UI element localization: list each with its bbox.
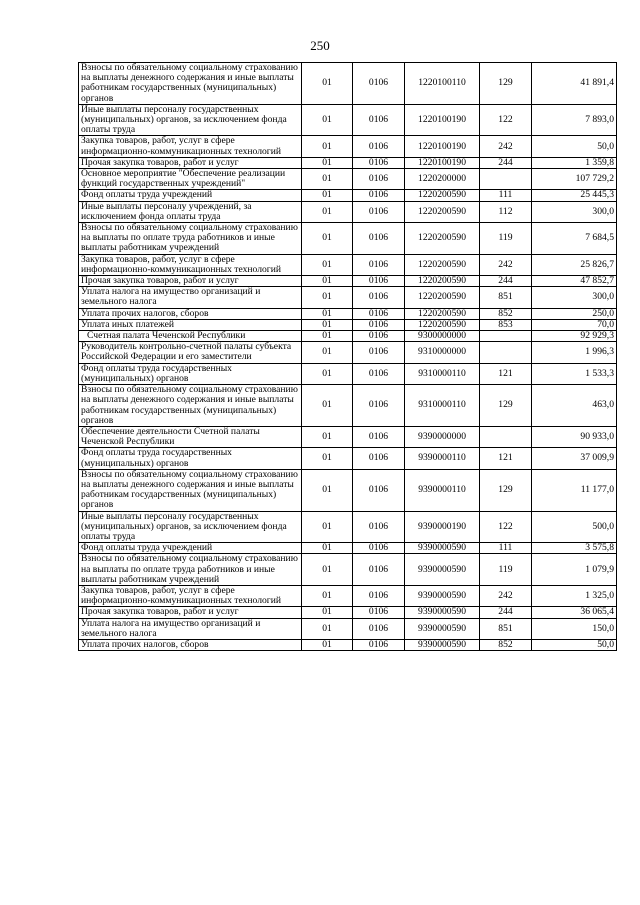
table-row <box>79 511 617 543</box>
cell-target-article-code: 1220100110 <box>405 63 480 105</box>
cell-item-name: Уплата прочих налогов, сборов <box>79 308 302 319</box>
table-row <box>79 585 617 606</box>
cell-section-code: 01 <box>302 308 353 319</box>
cell-expense-type-code: 119 <box>480 554 532 586</box>
cell-subsection-code: 0106 <box>353 136 405 157</box>
table-row <box>79 331 617 342</box>
cell-subsection-code: 0106 <box>353 618 405 639</box>
cell-item-name: Взносы по обязательному социальному страхованию на выплаты денежного содержания и иные выплаты работникам государственных (муниципальных) органов <box>79 385 302 427</box>
table-row <box>79 223 617 255</box>
cell-section-code: 01 <box>302 223 353 255</box>
cell-target-article-code: 9390000590 <box>405 639 480 650</box>
cell-amount: 463,0 <box>532 385 617 427</box>
cell-section-code: 01 <box>302 136 353 157</box>
cell-subsection-code: 0106 <box>353 331 405 342</box>
table-row <box>79 104 617 136</box>
cell-amount: 25 445,3 <box>532 190 617 201</box>
cell-item-name: Взносы по обязательному социальному страхованию на выплаты денежного содержания и иные выплаты работникам государственных (муниципальных) органов <box>79 469 302 511</box>
cell-section-code: 01 <box>302 287 353 308</box>
cell-section-code: 01 <box>302 543 353 554</box>
cell-item-name: Уплата иных платежей <box>79 319 302 330</box>
cell-section-code: 01 <box>302 254 353 275</box>
cell-expense-type-code: 242 <box>480 254 532 275</box>
cell-amount: 1 325,0 <box>532 585 617 606</box>
cell-section-code: 01 <box>302 585 353 606</box>
cell-subsection-code: 0106 <box>353 426 405 447</box>
cell-target-article-code: 1220100190 <box>405 104 480 136</box>
cell-target-article-code: 1220200590 <box>405 319 480 330</box>
cell-amount: 107 729,2 <box>532 169 617 190</box>
cell-expense-type-code: 852 <box>480 639 532 650</box>
cell-expense-type-code <box>480 169 532 190</box>
cell-target-article-code: 9390000590 <box>405 585 480 606</box>
table-row <box>79 308 617 319</box>
budget-table-body <box>79 63 617 651</box>
cell-subsection-code: 0106 <box>353 319 405 330</box>
cell-expense-type-code: 129 <box>480 385 532 427</box>
cell-item-name: Прочая закупка товаров, работ и услуг <box>79 276 302 287</box>
cell-item-name: Взносы по обязательному социальному страхованию на выплаты по оплате труда работников и иные выплаты работникам учреждений <box>79 554 302 586</box>
cell-item-name: Прочая закупка товаров, работ и услуг <box>79 607 302 618</box>
cell-expense-type-code: 851 <box>480 618 532 639</box>
cell-expense-type-code: 121 <box>480 448 532 469</box>
table-row <box>79 254 617 275</box>
cell-expense-type-code: 119 <box>480 223 532 255</box>
cell-section-code: 01 <box>302 342 353 363</box>
cell-item-name: Уплата налога на имущество организаций и земельного налога <box>79 287 302 308</box>
cell-subsection-code: 0106 <box>353 385 405 427</box>
cell-target-article-code: 9390000590 <box>405 554 480 586</box>
cell-item-name: Закупка товаров, работ, услуг в сфере информационно-коммуникационных технологий <box>79 585 302 606</box>
cell-subsection-code: 0106 <box>353 511 405 543</box>
cell-item-name: Фонд оплаты труда государственных (муниципальных) органов <box>79 363 302 384</box>
cell-target-article-code: 1220200590 <box>405 308 480 319</box>
cell-section-code: 01 <box>302 554 353 586</box>
cell-item-name: Основное мероприятие "Обеспечение реализации функций государственных учреждений" <box>79 169 302 190</box>
cell-amount: 50,0 <box>532 639 617 650</box>
cell-amount: 37 009,9 <box>532 448 617 469</box>
cell-section-code: 01 <box>302 469 353 511</box>
cell-section-code: 01 <box>302 201 353 222</box>
table-row <box>79 469 617 511</box>
cell-target-article-code: 1220200590 <box>405 223 480 255</box>
cell-target-article-code: 9390000000 <box>405 426 480 447</box>
cell-subsection-code: 0106 <box>353 104 405 136</box>
cell-subsection-code: 0106 <box>353 363 405 384</box>
cell-target-article-code: 9390000590 <box>405 543 480 554</box>
cell-amount: 3 575,8 <box>532 543 617 554</box>
cell-expense-type-code: 129 <box>480 469 532 511</box>
cell-target-article-code: 1220200590 <box>405 276 480 287</box>
cell-target-article-code: 9310000000 <box>405 342 480 363</box>
cell-subsection-code: 0106 <box>353 543 405 554</box>
cell-subsection-code: 0106 <box>353 201 405 222</box>
cell-section-code: 01 <box>302 607 353 618</box>
cell-amount: 250,0 <box>532 308 617 319</box>
cell-expense-type-code: 121 <box>480 363 532 384</box>
cell-amount: 1 079,9 <box>532 554 617 586</box>
cell-amount: 47 852,7 <box>532 276 617 287</box>
cell-item-name: Обеспечение деятельности Счетной палаты Чеченской Республики <box>79 426 302 447</box>
cell-amount: 1 996,3 <box>532 342 617 363</box>
cell-target-article-code: 1220100190 <box>405 136 480 157</box>
table-row <box>79 639 617 650</box>
table-row <box>79 63 617 105</box>
cell-amount: 92 929,3 <box>532 331 617 342</box>
cell-target-article-code: 9310000110 <box>405 363 480 384</box>
cell-amount: 90 933,0 <box>532 426 617 447</box>
cell-expense-type-code: 244 <box>480 157 532 168</box>
cell-section-code: 01 <box>302 157 353 168</box>
cell-amount: 1 533,3 <box>532 363 617 384</box>
cell-expense-type-code: 129 <box>480 63 532 105</box>
table-row <box>79 276 617 287</box>
cell-expense-type-code: 244 <box>480 276 532 287</box>
cell-section-code: 01 <box>302 331 353 342</box>
table-row <box>79 342 617 363</box>
cell-subsection-code: 0106 <box>353 554 405 586</box>
cell-target-article-code: 1220200590 <box>405 201 480 222</box>
cell-subsection-code: 0106 <box>353 287 405 308</box>
table-row <box>79 201 617 222</box>
cell-expense-type-code: 851 <box>480 287 532 308</box>
cell-amount: 300,0 <box>532 201 617 222</box>
cell-target-article-code: 1220200000 <box>405 169 480 190</box>
cell-subsection-code: 0106 <box>353 63 405 105</box>
cell-section-code: 01 <box>302 511 353 543</box>
cell-subsection-code: 0106 <box>353 223 405 255</box>
cell-amount: 150,0 <box>532 618 617 639</box>
cell-section-code: 01 <box>302 276 353 287</box>
cell-expense-type-code: 852 <box>480 308 532 319</box>
cell-amount: 1 359,8 <box>532 157 617 168</box>
cell-subsection-code: 0106 <box>353 639 405 650</box>
cell-amount: 41 891,4 <box>532 63 617 105</box>
table-row <box>79 190 617 201</box>
cell-item-name: Счетная палата Чеченской Республики <box>79 331 302 342</box>
cell-item-name: Руководитель контрольно-счетной палаты субъекта Российской Федерации и его заместители <box>79 342 302 363</box>
cell-subsection-code: 0106 <box>353 308 405 319</box>
cell-section-code: 01 <box>302 385 353 427</box>
cell-target-article-code: 9390000590 <box>405 607 480 618</box>
cell-subsection-code: 0106 <box>353 585 405 606</box>
cell-item-name: Взносы по обязательному социальному страхованию на выплаты по оплате труда работников и иные выплаты работникам учреждений <box>79 223 302 255</box>
cell-expense-type-code: 853 <box>480 319 532 330</box>
cell-target-article-code: 9390000110 <box>405 469 480 511</box>
table-row <box>79 363 617 384</box>
cell-target-article-code: 9300000000 <box>405 331 480 342</box>
cell-subsection-code: 0106 <box>353 607 405 618</box>
cell-amount: 500,0 <box>532 511 617 543</box>
cell-expense-type-code: 111 <box>480 543 532 554</box>
cell-expense-type-code <box>480 331 532 342</box>
cell-section-code: 01 <box>302 448 353 469</box>
cell-subsection-code: 0106 <box>353 448 405 469</box>
cell-expense-type-code <box>480 342 532 363</box>
cell-expense-type-code: 122 <box>480 511 532 543</box>
cell-expense-type-code: 111 <box>480 190 532 201</box>
cell-amount: 7 893,0 <box>532 104 617 136</box>
cell-expense-type-code: 244 <box>480 607 532 618</box>
cell-item-name: Прочая закупка товаров, работ и услуг <box>79 157 302 168</box>
cell-item-name: Иные выплаты персоналу государственных (муниципальных) органов, за исключением фонда оплаты труда <box>79 104 302 136</box>
budget-table <box>78 62 617 651</box>
cell-amount: 70,0 <box>532 319 617 330</box>
cell-item-name: Уплата прочих налогов, сборов <box>79 639 302 650</box>
cell-section-code: 01 <box>302 639 353 650</box>
cell-section-code: 01 <box>302 169 353 190</box>
cell-section-code: 01 <box>302 319 353 330</box>
table-row <box>79 448 617 469</box>
cell-amount: 300,0 <box>532 287 617 308</box>
table-row <box>79 319 617 330</box>
table-row <box>79 169 617 190</box>
cell-section-code: 01 <box>302 363 353 384</box>
cell-expense-type-code: 112 <box>480 201 532 222</box>
cell-target-article-code: 9310000110 <box>405 385 480 427</box>
cell-item-name: Фонд оплаты труда учреждений <box>79 190 302 201</box>
cell-amount: 11 177,0 <box>532 469 617 511</box>
cell-target-article-code: 9390000190 <box>405 511 480 543</box>
cell-amount: 7 684,5 <box>532 223 617 255</box>
cell-subsection-code: 0106 <box>353 469 405 511</box>
cell-section-code: 01 <box>302 618 353 639</box>
cell-item-name: Закупка товаров, работ, услуг в сфере информационно-коммуникационных технологий <box>79 136 302 157</box>
cell-target-article-code: 1220200590 <box>405 190 480 201</box>
cell-amount: 50,0 <box>532 136 617 157</box>
cell-target-article-code: 1220100190 <box>405 157 480 168</box>
table-row <box>79 554 617 586</box>
cell-subsection-code: 0106 <box>353 169 405 190</box>
cell-amount: 36 065,4 <box>532 607 617 618</box>
cell-subsection-code: 0106 <box>353 254 405 275</box>
table-row <box>79 287 617 308</box>
cell-item-name: Взносы по обязательному социальному страхованию на выплаты денежного содержания и иные выплаты работникам государственных (муниципальных) органов <box>79 63 302 105</box>
table-row <box>79 607 617 618</box>
cell-expense-type-code: 242 <box>480 585 532 606</box>
cell-item-name: Уплата налога на имущество организаций и земельного налога <box>79 618 302 639</box>
cell-subsection-code: 0106 <box>353 157 405 168</box>
cell-target-article-code: 1220200590 <box>405 254 480 275</box>
table-row <box>79 136 617 157</box>
cell-expense-type-code <box>480 426 532 447</box>
cell-section-code: 01 <box>302 426 353 447</box>
cell-item-name: Иные выплаты персоналу государственных (муниципальных) органов, за исключением фонда оплаты труда <box>79 511 302 543</box>
cell-subsection-code: 0106 <box>353 190 405 201</box>
cell-item-name: Иные выплаты персоналу учреждений, за исключением фонда оплаты труда <box>79 201 302 222</box>
table-row <box>79 618 617 639</box>
cell-amount: 25 826,7 <box>532 254 617 275</box>
cell-section-code: 01 <box>302 190 353 201</box>
cell-target-article-code: 9390000110 <box>405 448 480 469</box>
table-row <box>79 543 617 554</box>
cell-expense-type-code: 242 <box>480 136 532 157</box>
cell-section-code: 01 <box>302 63 353 105</box>
cell-section-code: 01 <box>302 104 353 136</box>
cell-target-article-code: 9390000590 <box>405 618 480 639</box>
cell-item-name: Фонд оплаты труда государственных (муниципальных) органов <box>79 448 302 469</box>
cell-expense-type-code: 122 <box>480 104 532 136</box>
cell-subsection-code: 0106 <box>353 276 405 287</box>
page-number: 250 <box>310 38 330 53</box>
cell-subsection-code: 0106 <box>353 342 405 363</box>
cell-item-name: Фонд оплаты труда учреждений <box>79 543 302 554</box>
table-row <box>79 426 617 447</box>
table-row <box>79 385 617 427</box>
cell-target-article-code: 1220200590 <box>405 287 480 308</box>
table-row <box>79 157 617 168</box>
cell-item-name: Закупка товаров, работ, услуг в сфере информационно-коммуникационных технологий <box>79 254 302 275</box>
